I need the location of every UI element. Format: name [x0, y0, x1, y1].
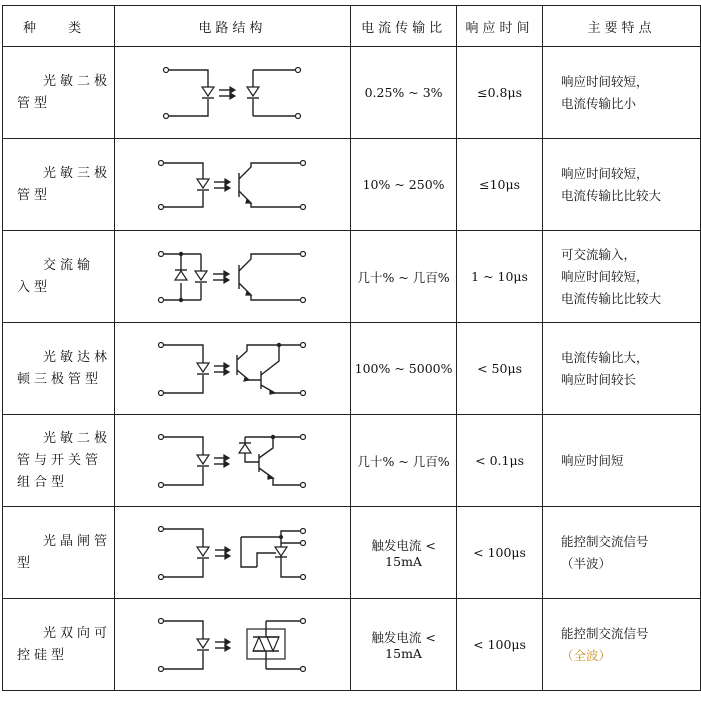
- terminal-icon: [159, 482, 164, 487]
- feature-line: 响应时间较短，: [560, 73, 649, 89]
- features-cell: [542, 599, 700, 691]
- type-cell: [3, 323, 115, 415]
- ctr-cell: 0.25% ~ 3%: [351, 47, 457, 139]
- led-icon: [202, 87, 214, 96]
- ac-input-circuit-diagram: [157, 248, 307, 306]
- circuit-cell: [114, 47, 350, 139]
- feature-line: 电流传输比比较大: [560, 187, 661, 203]
- feature-line: 可交流输入，: [560, 246, 636, 262]
- optocoupler-table: [2, 5, 701, 691]
- feature-line: 能控制交流信号: [560, 625, 649, 641]
- table-row: [3, 139, 701, 231]
- circuit-cell: [114, 415, 350, 507]
- terminal-icon: [159, 434, 164, 439]
- type-cell: [3, 507, 115, 599]
- terminal-icon: [301, 574, 306, 579]
- header-ctr: 电流传输比: [351, 6, 457, 47]
- terminal-icon: [301, 342, 306, 347]
- terminal-icon: [301, 540, 306, 545]
- response-time-cell: 1 ~ 10μs: [457, 231, 543, 323]
- photo-triac-circuit-diagram: [157, 615, 307, 675]
- circuit-cell: [114, 599, 350, 691]
- type-cell: [3, 47, 115, 139]
- type-name-line2: 型: [17, 555, 35, 571]
- feature-line: （全波）: [560, 647, 611, 663]
- type-name-line2: 入型: [17, 279, 52, 295]
- type-name-line3: 组合型: [17, 474, 69, 490]
- terminal-icon: [301, 434, 306, 439]
- terminal-icon: [296, 67, 301, 72]
- ctr-cell: 10% ~ 250%: [351, 139, 457, 231]
- header-circuit: 电路结构: [114, 6, 350, 47]
- led-icon: [195, 271, 207, 280]
- terminal-icon: [159, 526, 164, 531]
- table-row: [3, 507, 701, 599]
- feature-line: （半波）: [560, 555, 611, 571]
- ctr-cell: 触发电流 < 15mA: [351, 599, 457, 691]
- table-row: [3, 47, 701, 139]
- type-name-line1: 光敏二极: [43, 430, 112, 446]
- table-row: [3, 231, 701, 323]
- terminal-icon: [301, 251, 306, 256]
- ctr-cell: 100% ~ 5000%: [351, 323, 457, 415]
- darlington-circuit-diagram: [157, 339, 307, 399]
- feature-line: 能控制交流信号: [560, 533, 649, 549]
- type-name-line1: 光晶闸管: [43, 533, 112, 549]
- features-cell: [542, 47, 700, 139]
- type-name-line1: 光敏三极: [43, 165, 112, 181]
- type-name-line1: 交流输: [43, 257, 95, 273]
- type-name-line2: 管型: [17, 95, 52, 111]
- phototransistor-circuit-diagram: [157, 157, 307, 213]
- photodiode-circuit-diagram: [162, 65, 302, 121]
- terminal-icon: [301, 204, 306, 209]
- terminal-icon: [296, 113, 301, 118]
- features-cell: [542, 323, 700, 415]
- features-cell: [542, 507, 700, 599]
- led-icon: [197, 639, 209, 648]
- response-time-cell: < 50μs: [457, 323, 543, 415]
- circuit-cell: [114, 231, 350, 323]
- terminal-icon: [159, 204, 164, 209]
- response-time-cell: < 0.1μs: [457, 415, 543, 507]
- type-name-line2: 顿三极管型: [17, 371, 103, 387]
- ctr-cell: 触发电流 < 15mA: [351, 507, 457, 599]
- triac-icon: [253, 637, 265, 651]
- type-cell: [3, 231, 115, 323]
- features-cell: [542, 415, 700, 507]
- header-response-time: 响应时间: [457, 6, 543, 47]
- type-name-line1: 光敏二极: [43, 73, 112, 89]
- terminal-icon: [159, 390, 164, 395]
- type-cell: [3, 415, 115, 507]
- type-name-line2: 管型: [17, 187, 52, 203]
- led-icon: [197, 547, 209, 556]
- led-icon: [197, 455, 209, 464]
- response-time-cell: < 100μs: [457, 507, 543, 599]
- terminal-icon: [159, 297, 164, 302]
- feature-line: 响应时间较长: [560, 371, 636, 387]
- terminal-icon: [159, 666, 164, 671]
- type-name-line2: 控硅型: [17, 647, 69, 663]
- feature-line: 响应时间短: [560, 452, 624, 468]
- terminal-icon: [159, 574, 164, 579]
- header-type: 种 类: [3, 6, 115, 47]
- circuit-cell: [114, 323, 350, 415]
- type-name-line2: 管与开关管: [17, 452, 103, 468]
- terminal-icon: [301, 482, 306, 487]
- terminal-icon: [159, 251, 164, 256]
- terminal-icon: [164, 67, 169, 72]
- type-cell: [3, 599, 115, 691]
- feature-line: 电流传输比比较大: [560, 290, 661, 306]
- ctr-cell: 几十% ~ 几百%: [351, 415, 457, 507]
- response-time-cell: ≤0.8μs: [457, 47, 543, 139]
- terminal-icon: [159, 618, 164, 623]
- response-time-cell: ≤10μs: [457, 139, 543, 231]
- header-row: [3, 6, 701, 47]
- table-row: [3, 415, 701, 507]
- type-name-line1: 光双向可: [43, 625, 112, 641]
- led-icon: [175, 271, 187, 280]
- features-cell: [542, 231, 700, 323]
- terminal-icon: [159, 160, 164, 165]
- terminal-icon: [301, 160, 306, 165]
- circuit-cell: [114, 507, 350, 599]
- circuit-cell: [114, 139, 350, 231]
- terminal-icon: [301, 528, 306, 533]
- led-icon: [197, 363, 209, 372]
- terminal-icon: [301, 618, 306, 623]
- feature-line: 电流传输比小: [560, 95, 636, 111]
- header-features: 主要特点: [542, 6, 700, 47]
- terminal-icon: [301, 666, 306, 671]
- terminal-icon: [301, 390, 306, 395]
- features-cell: [542, 139, 700, 231]
- photodiode-icon: [239, 444, 251, 453]
- feature-line: 电流传输比大，: [560, 349, 649, 365]
- thyristor-icon: [275, 547, 287, 556]
- feature-line: 响应时间较短，: [560, 165, 649, 181]
- led-icon: [197, 179, 209, 188]
- type-cell: [3, 139, 115, 231]
- table-row: [3, 323, 701, 415]
- response-time-cell: < 100μs: [457, 599, 543, 691]
- ctr-cell: 几十% ~ 几百%: [351, 231, 457, 323]
- terminal-icon: [301, 297, 306, 302]
- photodiode-icon: [247, 87, 259, 96]
- diode-switch-combo-circuit-diagram: [157, 431, 307, 491]
- feature-line: 响应时间较短，: [560, 268, 649, 284]
- photo-thyristor-circuit-diagram: [157, 523, 307, 583]
- terminal-icon: [159, 342, 164, 347]
- terminal-icon: [164, 113, 169, 118]
- table-row: [3, 599, 701, 691]
- type-name-line1: 光敏达林: [43, 349, 112, 365]
